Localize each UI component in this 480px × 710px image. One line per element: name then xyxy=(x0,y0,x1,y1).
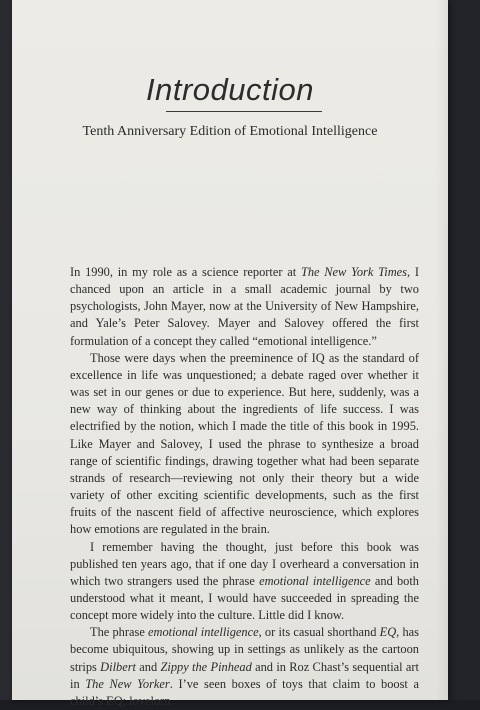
text-run: and in Roz Chast’s sequential art in xyxy=(70,659,419,691)
italic-run: The New York Times xyxy=(300,265,408,279)
text-run: and xyxy=(135,659,161,674)
text-run: The phrase xyxy=(90,625,149,640)
paragraph-2 xyxy=(70,350,419,539)
title-rule xyxy=(166,111,322,112)
italic-run: The New Yorker xyxy=(85,676,170,691)
text-run: , has become ubiquitous, showing up in settings as unlikely as the cartoon strips xyxy=(70,625,420,674)
chapter-subtitle: Tenth Anniversary Edition of Emotional Intelligence xyxy=(82,124,378,139)
book-page xyxy=(12,0,448,708)
italic-run: emotional intelligence xyxy=(259,573,371,588)
text-run: Those were days when the preeminence of IQ as the standard of excellence in life was unquestioned; a debate raged over whether it was set in our genes or due to experience. But here, suddenly, was a new way of thinking about the ingredients of life success. I was electrified by the notion, which I made the title of this book in 1995. Like Mayer and Salovey, I used the phrase to synthesize a broad range of scientific findings, drawing together what had been separate strands of research—reviewing not only their theory but a wide variety of other exciting scientific developments, such as the first fruits of the nascent field of affective neuroscience, which explores how emotions are regulated in the brain. xyxy=(70,350,419,537)
text-run: and both understood what it meant, I would have succeeded in spreading the concept more widely into the culture. Little did I know. xyxy=(70,573,420,623)
paragraph-1 xyxy=(70,264,419,350)
text-run: , I chanced upon an article in a small academic journal by two psychologists, John Mayer, now at the University of New Hampshire, and Yale’s Peter Salovey. Mayer and Salovey offered the first formulation of a concept they called “emotional intelligence.” xyxy=(70,265,419,348)
chapter-title: Introduction xyxy=(146,72,314,107)
italic-run: Dilbert xyxy=(100,659,136,674)
paragraph-4 xyxy=(70,624,419,710)
italic-run: Zippy the Pinhead xyxy=(160,659,252,674)
text-run: I remember having the thought, just before this book was published ten years ago, that if one day I overheard a conversation in which two strangers used the phrase xyxy=(70,539,419,588)
body-text xyxy=(70,264,419,710)
text-run: In 1990, in my role as a science reporter at xyxy=(70,265,301,279)
italic-run: emotional intelligence xyxy=(148,625,259,640)
text-run: , or its casual shorthand xyxy=(258,625,380,640)
text-run: . I’ve seen boxes of toys that claim to boost a child’s EQ; lovelorn xyxy=(70,676,419,708)
italic-run: EQ xyxy=(379,625,397,640)
paragraph-3 xyxy=(70,539,419,625)
